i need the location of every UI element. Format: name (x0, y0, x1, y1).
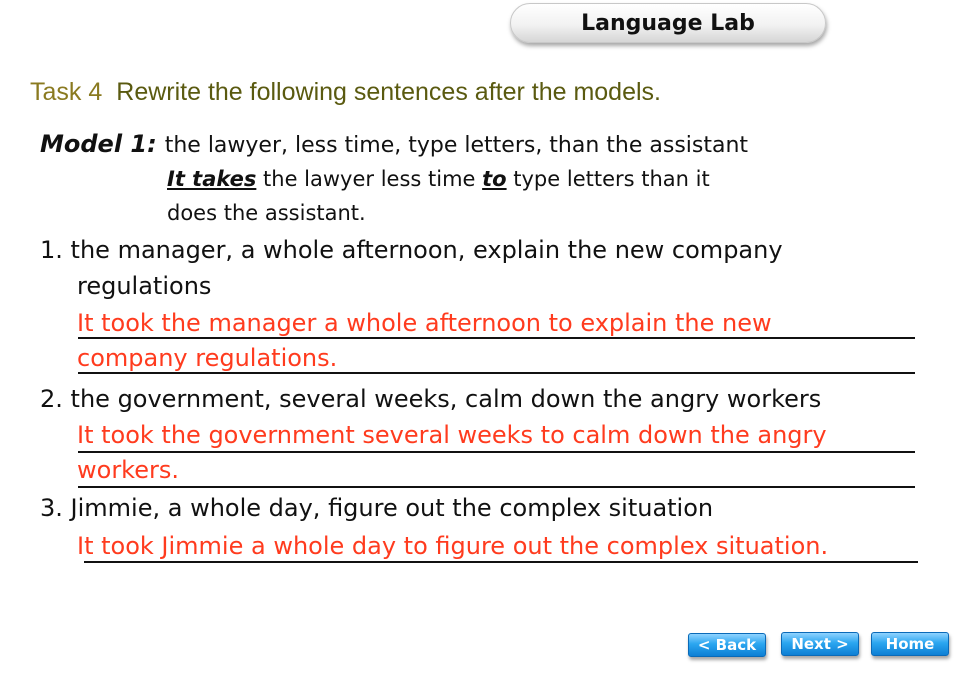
item-number: 1. (40, 236, 63, 264)
model-example-line-1 (167, 167, 710, 191)
model-example-text: the lawyer less time (256, 167, 483, 191)
model-example-text: type letters than it (506, 167, 710, 191)
item-1-prompt-line-2: regulations (77, 272, 212, 300)
item-2-answer-line-2: workers. (77, 456, 179, 484)
model-example-line-2: does the assistant. (167, 201, 366, 225)
model-heading (40, 130, 748, 158)
answer-line (78, 337, 915, 339)
item-prompt-text: the government, several weeks, calm down the angry workers (70, 385, 822, 413)
answer-line (78, 372, 915, 374)
item-prompt-text: the manager, a whole afternoon, explain the new company (70, 236, 783, 264)
item-2-answer-line-1: It took the government several weeks to calm down the angry (77, 421, 827, 449)
keyword-it-takes: It takes (167, 167, 257, 191)
next-button[interactable]: Next > (781, 632, 859, 656)
item-1-answer-line-1: It took the manager a whole afternoon to explain the new (77, 309, 772, 337)
task-instruction (30, 78, 661, 107)
item-prompt-text: Jimmie, a whole day, figure out the complex situation (70, 494, 714, 522)
item-number: 2. (40, 385, 63, 413)
answer-line (84, 561, 918, 563)
back-button[interactable]: < Back (688, 633, 766, 657)
page-title: Language Lab (510, 3, 826, 43)
answer-line (78, 451, 915, 453)
answer-line (78, 486, 915, 488)
item-1-answer-line-2: company regulations. (77, 344, 338, 372)
home-button[interactable]: Home (871, 632, 949, 656)
item-number: 3. (40, 494, 63, 522)
item-3-answer-line-1: It took Jimmie a whole day to figure out the complex situation. (77, 532, 829, 560)
task-label: Task 4 (30, 78, 103, 106)
keyword-to: to (482, 167, 507, 191)
model-cue: the lawyer, less time, type letters, than the assistant (164, 133, 749, 158)
model-label: Model 1: (40, 130, 157, 158)
task-text: Rewrite the following sentences after the models. (116, 78, 661, 106)
item-1-prompt (40, 236, 783, 264)
item-2-prompt (40, 385, 821, 413)
item-3-prompt (40, 494, 713, 522)
